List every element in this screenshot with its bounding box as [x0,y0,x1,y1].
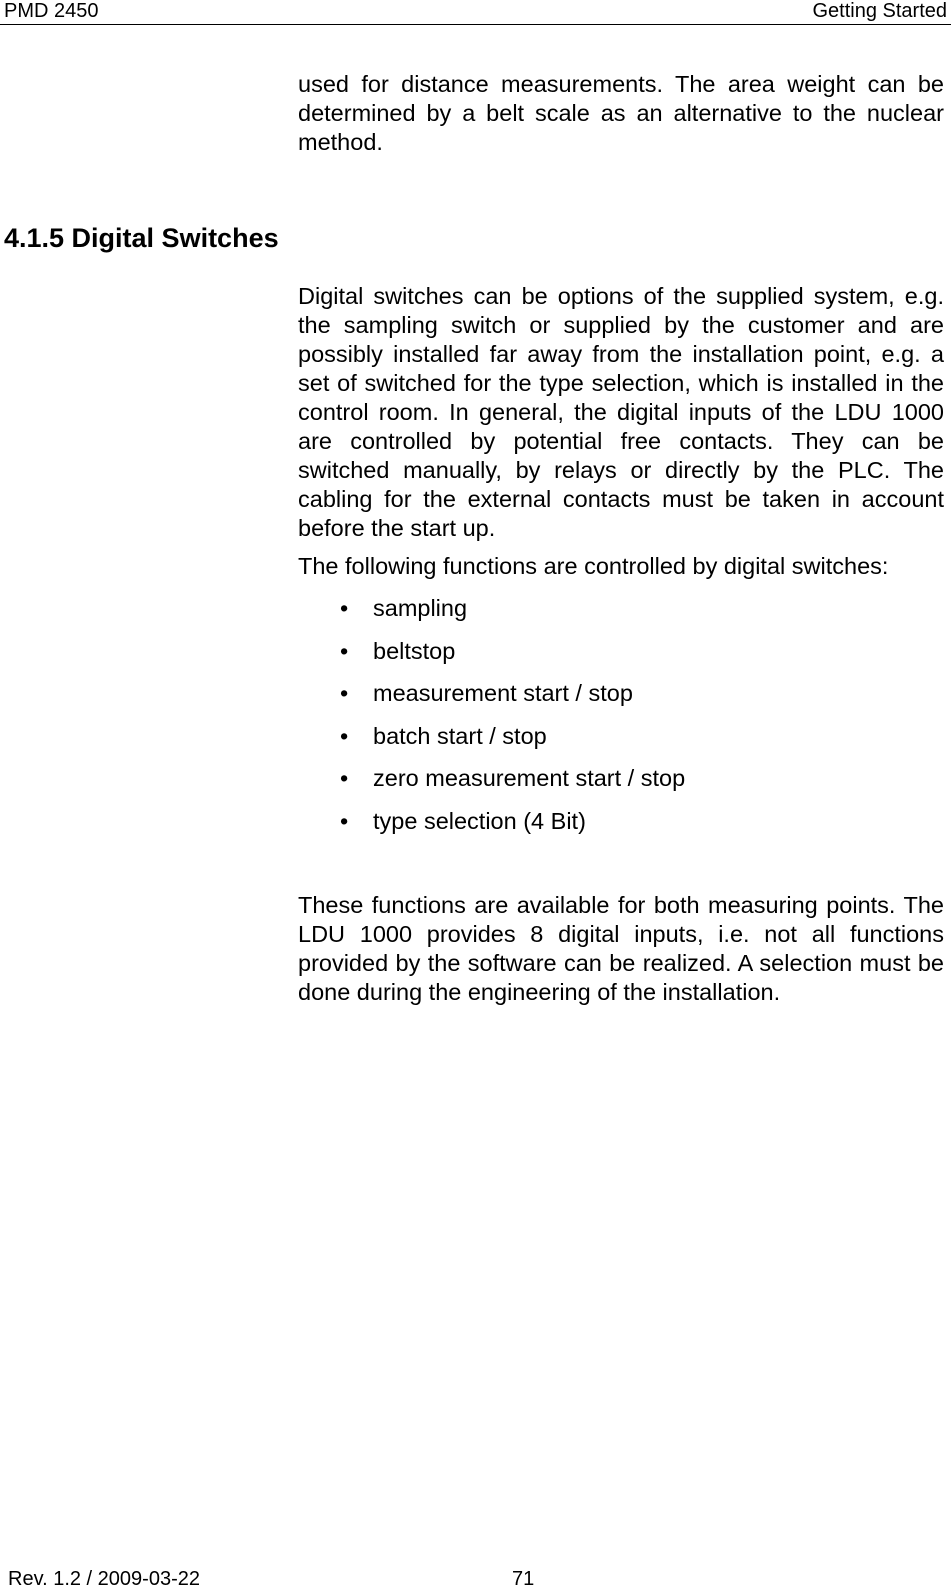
list-item [298,722,938,765]
header-document-title: PMD 2450 [4,0,99,22]
list-item-label: sampling [373,595,468,621]
list-item-label: type selection (4 Bit) [373,807,586,834]
bullet-icon: • [340,595,349,621]
bullet-icon: • [340,765,349,792]
header-chapter-title: Getting Started [812,0,947,22]
list-item [298,807,938,850]
bullet-icon: • [340,637,349,664]
bullet-icon: • [340,807,349,834]
footer-page-number: 71 [512,1568,535,1590]
section-paragraph-1: Digital switches can be options of the supplied system, e.g. the sampling switch or supplied by the customer and are possibly installed far away from the installation point, e.g. a set of switched for the type selection, which is installed in the control room. In general, the digital inputs of the LDU 1000 are controlled by potential free contacts. They can be switched manually, by relays or directly by the PLC. The cabling for the external contacts must be taken in account before the start up. [298,283,944,541]
section-heading: 4.1.5 Digital Switches [4,223,279,253]
bullet-icon: • [340,680,349,707]
list-item-label: batch start / stop [373,722,547,749]
list-item [298,594,938,637]
list-item-label: measurement start / stop [373,680,633,707]
intro-paragraph: used for distance measurements. The area weight can be determined by a belt scale as an alternative to the nuclear method. [298,71,944,155]
header-divider [0,24,951,25]
section-paragraph-3: These functions are available for both measuring points. The LDU 1000 provides 8 digital inputs, i.e. not all functions provided by the software can be realized. A selection must be done during the engineering of the installation. [298,892,944,1005]
section-paragraph-2: The following functions are controlled by digital switches: [298,553,889,579]
list-item-label: zero measurement start / stop [373,765,686,792]
list-item [298,637,938,680]
footer-revision: Rev. 1.2 / 2009-03-22 [8,1568,200,1590]
function-list [298,594,938,850]
list-item [298,679,938,722]
bullet-icon: • [340,722,349,749]
list-item-label: beltstop [373,637,456,664]
list-item [298,764,938,807]
